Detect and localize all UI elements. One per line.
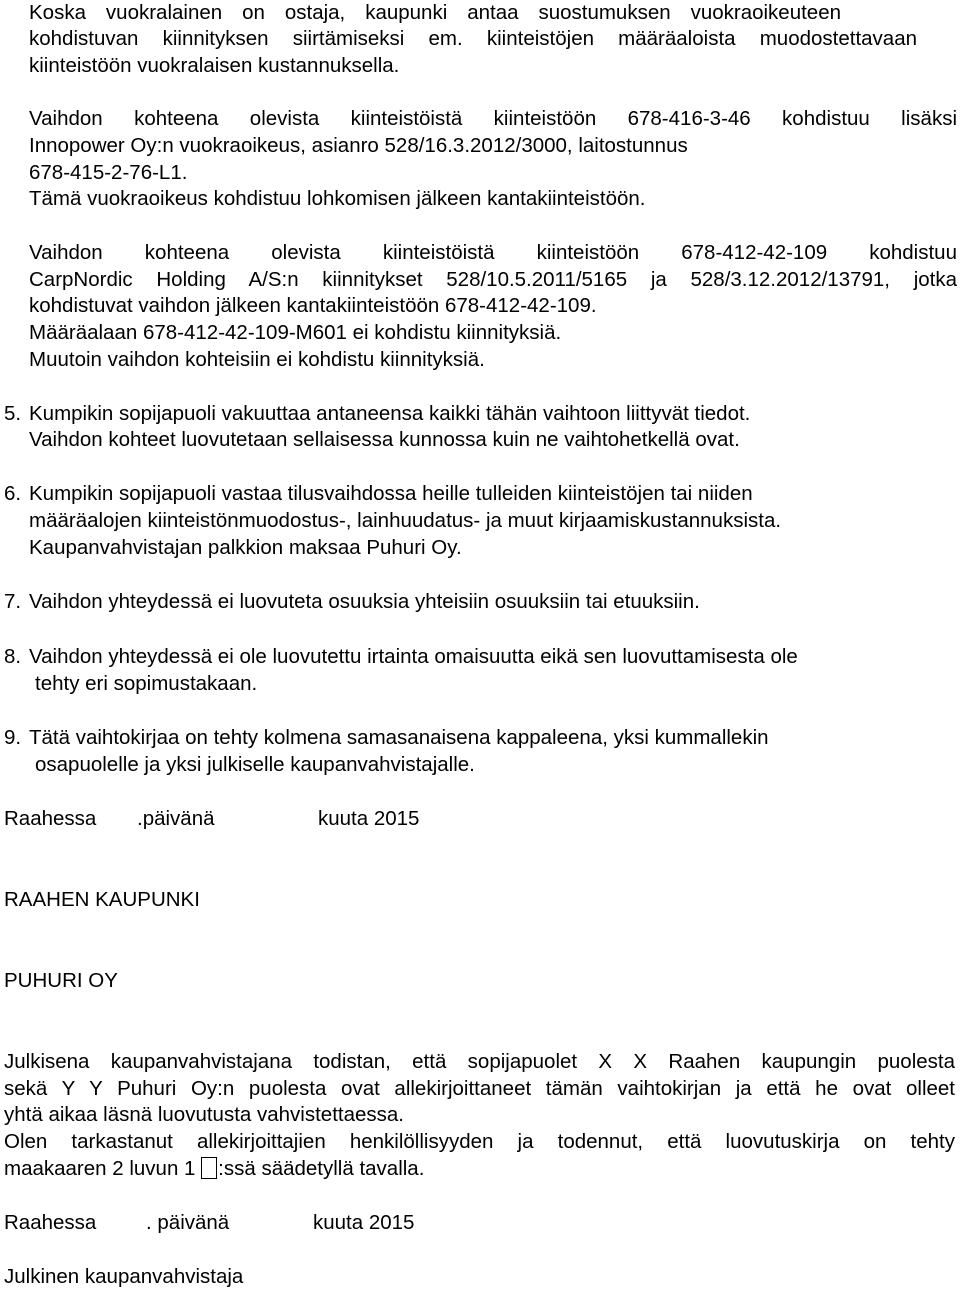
item-number: 7. (4, 590, 22, 613)
item-number: 6. (4, 482, 22, 505)
paragraph-line: yhtä aikaa läsnä luovutusta vahvistettaessa. (4, 1103, 404, 1126)
paragraph-line: Koska vuokralainen on ostaja, kaupunki antaa suostumuksen vuokraoikeuteen (29, 1, 841, 24)
paragraph-line: Olen tarkastanut allekirjoittajien henkilöllisyyden ja todennut, että luovutuskirja on tehty (4, 1130, 955, 1153)
paragraph-line: sekä Y Y Puhuri Oy:n puolesta ovat allekirjoittaneet tämän vaihtokirjan ja että he ovat olleet (4, 1077, 955, 1100)
paragraph-line (4, 1156, 424, 1182)
paragraph-line: Vaihdon kohteena olevista kiinteistöistä kiinteistöön 678-412-42-109 kohdistuu (29, 241, 957, 264)
date-month-year: kuuta 2015 (313, 1211, 415, 1234)
paragraph-line: Vaihdon yhteydessä ei ole luovutettu irtainta omaisuutta eikä sen luovuttamisesta ole (29, 645, 798, 668)
party-name: PUHURI OY (4, 969, 118, 992)
signer-title: Julkinen kaupanvahvistaja (4, 1265, 244, 1288)
paragraph-line: määräalojen kiinteistönmuodostus-, lainhuudatus- ja muut kirjaamiskustannuksista. (29, 509, 782, 532)
paragraph-line: Kumpikin sopijapuoli vastaa tilusvaihdossa heille tulleiden kiinteistöjen tai niiden (29, 482, 753, 505)
paragraph-line: Tätä vaihtokirjaa on tehty kolmena samasanaisena kappaleena, yksi kummallekin (29, 726, 769, 749)
text-segment: maakaaren 2 luvun 1 (4, 1157, 202, 1180)
paragraph-line: Julkisena kaupanvahvistajana todistan, että sopijapuolet X X Raahen kaupungin puolesta (4, 1050, 955, 1073)
item-number: 9. (4, 726, 22, 749)
item-number: 8. (4, 645, 22, 668)
paragraph-line: 678-415-2-76-L1. (29, 161, 188, 184)
date-day: . päivänä (146, 1211, 230, 1234)
paragraph-line: CarpNordic Holding A/S:n kiinnitykset 528/10.5.2011/5165 ja 528/3.12.2012/13791, jotka (29, 268, 957, 291)
paragraph-line: Kumpikin sopijapuoli vakuuttaa antaneensa kaikki tähän vaihtoon liittyvät tiedot. (29, 402, 751, 425)
date-line (0, 806, 960, 832)
paragraph-line: Innopower Oy:n vuokraoikeus, asianro 528/16.3.2012/3000, laitostunnus (29, 134, 688, 157)
date-place: Raahessa (4, 807, 97, 830)
paragraph-line: kiinteistöön vuokralaisen kustannuksella. (29, 54, 400, 77)
paragraph-line: Vaihdon kohteena olevista kiinteistöistä kiinteistöön 678-416-3-46 kohdistuu lisäksi (29, 107, 957, 130)
date-place: Raahessa (4, 1211, 97, 1234)
paragraph-line: kohdistuvan kiinnityksen siirtämiseksi em. kiinteistöjen määräaloista muodostettavaan (29, 27, 917, 50)
item-number: 5. (4, 402, 22, 425)
paragraph-line: Tämä vuokraoikeus kohdistuu lohkomisen jälkeen kantakiinteistöön. (29, 187, 646, 210)
section-sign-box (201, 1157, 217, 1179)
date-month-year: kuuta 2015 (318, 807, 420, 830)
date-day: .päivänä (137, 807, 215, 830)
paragraph-line: tehty eri sopimustakaan. (35, 672, 258, 695)
paragraph-line: Määräalaan 678-412-42-109-M601 ei kohdistu kiinnityksiä. (29, 321, 562, 344)
paragraph-line: Muutoin vaihdon kohteisiin ei kohdistu kiinnityksiä. (29, 348, 485, 371)
paragraph-line: Kaupanvahvistajan palkkion maksaa Puhuri Oy. (29, 536, 462, 559)
paragraph-line: Vaihdon kohteet luovutetaan sellaisessa kunnossa kuin ne vaihtohetkellä ovat. (29, 428, 740, 451)
party-name: RAAHEN KAUPUNKI (4, 888, 200, 911)
text-segment: :ssä säädetyllä tavalla. (218, 1157, 425, 1180)
paragraph-line: osapuolelle ja yksi julkiselle kaupanvahvistajalle. (35, 753, 475, 776)
paragraph-line: Vaihdon yhteydessä ei luovuteta osuuksia yhteisiin osuuksiin tai etuuksiin. (29, 590, 700, 613)
date-line (0, 1210, 960, 1236)
paragraph-line: kohdistuvat vaihdon jälkeen kantakiinteistöön 678-412-42-109. (29, 294, 597, 317)
